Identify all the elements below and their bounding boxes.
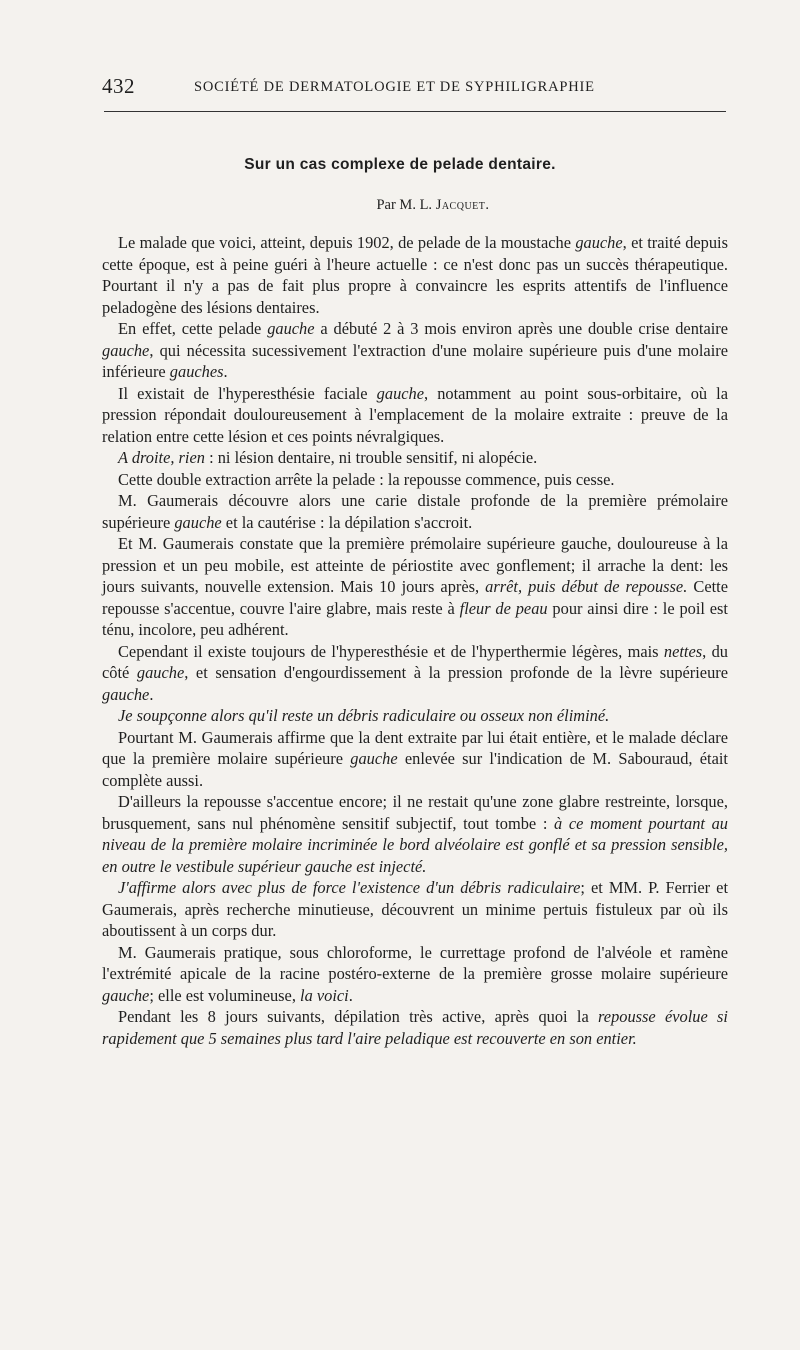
italic-run: gauche xyxy=(102,684,150,704)
italic-run: repousse évolue si rapidement que 5 semaines plus tard l'aire peladique est recouverte en son entier. xyxy=(102,1007,728,1048)
italic-run: gauches xyxy=(169,362,224,381)
italic-run: A droite, rien xyxy=(118,448,205,467)
text-run: . xyxy=(149,684,154,704)
header-rule xyxy=(104,111,726,112)
byline-prefix: Par M. L. xyxy=(376,197,436,213)
text-run: ; et MM. P. Ferrier et Gaumerais, après recherche minutieuse, découvrent un minime pertuis fistuleux par où ils aboutissent à un corps dur. xyxy=(102,878,729,940)
paragraph xyxy=(102,533,728,641)
text-run: . xyxy=(223,362,228,381)
italic-run: fleur de peau xyxy=(459,598,548,618)
italic-run: nettes xyxy=(663,641,703,661)
text-run: M. Gaumerais découvre alors une carie distale profonde de la première prémolaire supérieure xyxy=(102,491,728,532)
text-run: , qui nécessita sucessivement l'extraction d'une molaire supérieure puis d'une molaire inférieure xyxy=(102,340,728,381)
text-run: Pendant les 8 jours suivants, dépilation très active, après quoi la xyxy=(118,1007,599,1026)
italic-run: gauche xyxy=(350,749,398,768)
paragraph xyxy=(102,705,728,727)
paragraph xyxy=(102,942,728,1007)
text-run: , et sensation d'engourdissement à la pression profonde de la lèvre supérieure xyxy=(184,663,728,682)
text-run: enlevée sur l'indication de M. Sabouraud, était complète aussi. xyxy=(102,749,728,790)
italic-run: la voici xyxy=(300,985,349,1005)
text-run: D'ailleurs la repousse s'accentue encore; il ne restait qu'une zone glabre restreinte, lorsque, brusquement, sans nul phénomène sensitif subjectif, tout tombe : xyxy=(102,792,728,833)
running-title: SOCIÉTÉ DE DERMATOLOGIE ET DE SYPHILIGRAPHIE xyxy=(194,79,595,95)
text-run: Il existait de l'hyperesthésie faciale xyxy=(118,383,377,403)
italic-run: à ce moment pourtant au niveau de la première molaire incriminée le bord alvéolaire est gonflé et sa pression sensible, en outre le vestibule supérieur gauche est injecté. xyxy=(102,813,728,876)
text-run: En effet, cette pelade xyxy=(118,319,268,338)
paragraph xyxy=(102,727,728,792)
italic-run: gauche xyxy=(267,319,315,338)
byline xyxy=(0,197,800,214)
article-body xyxy=(102,232,728,1049)
text-run: Pourtant M. Gaumerais affirme que la dent extraite par lui était entière, et le malade déclare que la première molaire supérieure xyxy=(102,727,728,768)
italic-run: gauche xyxy=(174,512,222,532)
italic-run: Je soupçonne alors qu'il reste un débris radiculaire ou osseux non éliminé. xyxy=(118,706,610,725)
paragraph xyxy=(102,791,728,877)
paragraph xyxy=(102,318,728,383)
text-run: M. Gaumerais pratique, sous chloroforme, le currettage profond de l'alvéole et ramène l'extrémité apicale de la racine postéro-externe de la première grosse molaire supérieure xyxy=(102,942,728,983)
page-number: 432 xyxy=(102,74,135,98)
text-run: Cependant il existe toujours de l'hyperesthésie et de l'hyperthermie légères, mais xyxy=(118,641,664,661)
paragraph xyxy=(102,383,728,448)
byline-author: Jacquet. xyxy=(435,197,490,213)
paragraph xyxy=(102,447,728,469)
text-run: Cette double extraction arrête la pelade : la repousse commence, puis cesse. xyxy=(118,469,615,489)
paragraph xyxy=(102,877,728,942)
italic-run: gauche xyxy=(376,383,425,403)
text-run: : ni lésion dentaire, ni trouble sensitif, ni alopécie. xyxy=(204,448,538,467)
text-run: . xyxy=(348,985,353,1005)
text-run: Cette repousse s'accentue, couvre l'aire glabre, mais reste à xyxy=(102,577,728,618)
paragraph xyxy=(102,232,728,318)
text-run: , et traité depuis cette époque, est à peine guéri à l'heure actuelle : ce n'est donc pas un succès thérapeutique. Pourtant il n'y a pas de fait plus propre à convaincre les esprits attentifs de l'influence peladogène des lésions dentaires. xyxy=(102,233,728,317)
text-run: Et M. Gaumerais constate que la première prémolaire supérieure gauche, douloureuse à la pression et un peu mobile, est atteinte de périostite avec gonflement; il arrache la dent: les jours suivants, nouvelle extension. Mais 10 jours après, xyxy=(102,534,728,596)
italic-run: gauche xyxy=(136,663,185,682)
text-run: ; elle est volumineuse, xyxy=(149,985,301,1005)
paragraph xyxy=(102,1006,728,1049)
italic-run: J'affirme alors avec plus de force l'existence d'un débris radiculaire xyxy=(118,878,581,897)
paragraph xyxy=(102,641,728,706)
text-run: , notamment au point sous-orbitaire, où la pression répondait douloureusement à l'emplacement de la molaire extraite : preuve de la relation entre cette lésion et ces points névralgiques. xyxy=(102,383,729,446)
italic-run: gauche xyxy=(102,340,150,360)
page-header xyxy=(102,74,728,104)
paragraph xyxy=(102,469,728,491)
text-run: pour ainsi dire : le poil est ténu, incolore, peu adhérent. xyxy=(102,598,728,639)
paragraph xyxy=(102,490,728,533)
text-run: a débuté 2 à 3 mois environ après une double crise dentaire xyxy=(314,319,729,338)
italic-run: arrêt, puis début de repousse. xyxy=(485,577,688,596)
italic-run: gauche xyxy=(575,233,623,252)
italic-run: gauche xyxy=(102,985,150,1005)
text-run: et la cautérise : la dépilation s'accroit. xyxy=(221,512,473,532)
text-run: , du côté xyxy=(102,641,728,682)
article-title: Sur un cas complexe de pelade dentaire. xyxy=(244,156,556,173)
text-run: Le malade que voici, atteint, depuis 1902, de pelade de la moustache xyxy=(118,233,576,252)
